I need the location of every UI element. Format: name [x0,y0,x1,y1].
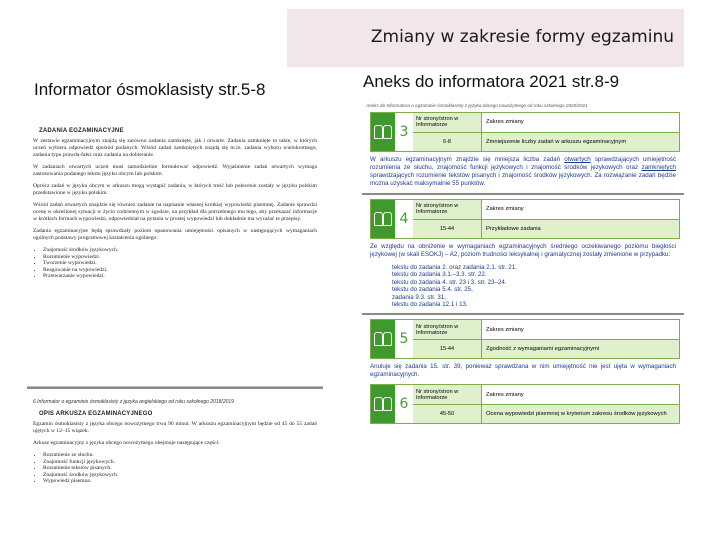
scope-label: Zakres zmiany [486,119,524,126]
scan-paragraph: Arkusz egzaminacyjny z języka obcego nowożytnego obejmuje następujące części: [33,440,220,446]
list-item: • Znajomość funkcji językowych. [43,459,317,466]
slide-title: Zmiany w zakresie formy egzaminu [370,27,674,47]
people-icon [371,113,395,151]
list-item: tekstu do zadania 12.1 i 13. [392,301,468,309]
change-description: Ze względu na obniżenie w wymaganiach egzaminacyjnych średniego oczekiwanego poziomu biegłości językowej (w skali ESOKJ) – A2, poziom trudności leksykalnej i gramatycznej zostały zmienione w przypadku: [370,243,676,258]
change-number: 4 [399,211,409,227]
pages-label: Nr strony/stron w Informatorze [413,320,482,339]
pages-label: Nr strony/stron w Informatorze [413,113,482,132]
list-item: • Rozumienie tekstów pisanych. [43,465,317,472]
page-divider [362,193,684,195]
list-item: • Rozumienie ze słuchu. [43,452,317,459]
title-band [287,9,684,67]
change-number: 5 [399,331,409,348]
change-number: 6 [399,396,409,413]
list-item: • Reagowanie na wypowiedzi. [43,267,317,274]
scan-paragraph: W zadaniach otwartych uczeń musi samodzielnie formułować odpowiedź. Wyjaśnienie zadań otwartych wymaga zastosowania podanego tekstu języku obcym lub polskim. [33,164,317,177]
pages-label: Nr strony/stron w Informatorze [413,200,482,219]
informator-scan [27,120,323,511]
running-head: Aneks do Informatora o egzaminie ósmoklasisty z języka obcego nowożytnego od roku szkolnego 2020/2021 [366,103,588,108]
list-item: • Rozumienie wypowiedzi. [43,254,317,261]
scope-label: Zakres zmiany [486,206,524,213]
change-box [370,384,680,424]
list-item: • Znajomość środków językowych. [43,247,317,254]
change-box [370,199,680,239]
scope-label: Zakres zmiany [486,326,524,333]
list-item: • Przetwarzanie wypowiedzi. [43,273,317,280]
right-heading: Aneks do informatora 2021 str.8-9 [363,72,620,91]
left-heading: Informator ósmoklasisty str.5-8 [34,80,266,99]
change-box [370,112,680,152]
section-header: OPIS ARKUSZA EGZAMINACYJNEGO [39,411,153,417]
scope-value: Zgodność z wymaganiami egzaminacyjnymi [482,340,679,359]
section-header: ZADANIA EGZAMINACYJNE [39,128,124,134]
scan-paragraph: Wśród zadań otwartych znajdzie się również zadanie na napisanie własnej krótkiej wypowiedzi pisemnej. Zadanie sprawdzi ocenę w określonej sytuacji w życiu codziennym w zgodzie, na przykład dla potrzebnego mu tego, aby przekazać informacje w krótkich formach wypowiedzi, odpowiedział na pytania w prostej wypowiedzi lub dokładnie ma wyrażać te przepisy. [33,202,317,222]
list-item: tekstu do zadania 5.4. str. 25, [392,286,473,294]
scan-paragraph: W zestawie egzaminacyjnym znajdą się zarówno zadania zamknięte, jak i otwarte. Zadania zamknięte to takie, w których uczeń wybiera odpowiedź spośród podanych. Wśród zadań zamkniętych znajdą się m.in. zadania wyboru wielokrotnego, zadania typu prawda-fałsz oraz zadania na dobieranie. [33,138,317,158]
scope-label: Zakres zmiany [486,391,524,398]
scope-value: Ocena wypowiedzi pisemnej w kryterium zakresu środków językowych [482,405,679,424]
list-item: • Wypowiedź pisemna. [43,478,317,485]
page-divider [362,313,684,315]
list-item: tekstu do zadania 3.1.–3.3. str. 22. [392,271,487,279]
change-description: Anuluje się zadania 15. str. 39, ponieważ sprawdzana w nim umiejętność nie jest ujęta w wymaganiach egzaminacyjnych. [370,363,676,379]
list-item: tekstu do zadania 4. str. 23 i 3. str. 23–24. [392,278,507,286]
people-icon [371,200,395,238]
change-number: 3 [399,124,409,140]
pages-range: 6-8 [413,133,482,152]
scan-paragraph: Egzamin ósmoklasisty z języka obcego nowożytnego trwa 90 minut. W arkuszu egzaminacyjnym będzie od 45 do 55 zadań ujętych w 12–15 wiązek. [33,421,317,434]
aneks-scan [362,103,684,537]
scan-page-bottom [27,389,323,511]
scope-value: Przykładowe zadania [482,220,679,239]
change-box [370,319,680,359]
pages-range: 45-50 [413,405,482,424]
people-icon [371,320,395,358]
scan-paragraph: Zadania egzaminacyjne będą sprawdzały poziom opanowania umiejętności opisanych w następujących wymaganiach ogólnych podstawy programowej kształcenia ogólnego: [33,228,317,241]
parts-list [33,452,317,485]
list-item: tekstu do zadania 2. oraz zadania 2.1. str. 21, [392,264,517,271]
pages-range: 15-44 [413,220,482,239]
list-item: zadania 9.3. str. 31, [392,293,447,301]
change-description: W arkuszu egzaminacyjnym znajdzie się mniejsza liczba zadań otwartych sprawdzających umiejętność rozumienia ze słuchu, znajomość funkcji językowych i znajomość środków językowych oraz zamkniętych sprawdzających rozumienie tekstów pisanych i znajomość środków językowych. Za rozwiązanie zadań będzie można uzyskać maksymalnie 55 punktów. [370,156,676,187]
pages-label: Nr strony/stron w Informatorze [413,385,482,404]
scan-paragraph: Oprócz zadań w języku obcym w arkuszu mogą wystąpić zadania, w których treść lub polecenie zostały w języku polskim przedstawione w języku polskim. [33,183,317,196]
page-footer: 6 Informator o egzaminie ósmoklasisty z języka angielskiego od roku szkolnego 2018/2019 [33,399,234,405]
pages-range: 15-44 [413,340,482,359]
scan-page-top [27,120,323,386]
people-icon [371,385,395,423]
task-list [392,264,684,308]
list-item: • Znajomość środków językowych. [43,472,317,479]
scope-value: Zmniejszenie liczby zadań w arkuszu egzaminacyjnym [482,133,679,152]
list-item: • Tworzenie wypowiedzi. [43,260,317,267]
skills-list [33,247,317,280]
